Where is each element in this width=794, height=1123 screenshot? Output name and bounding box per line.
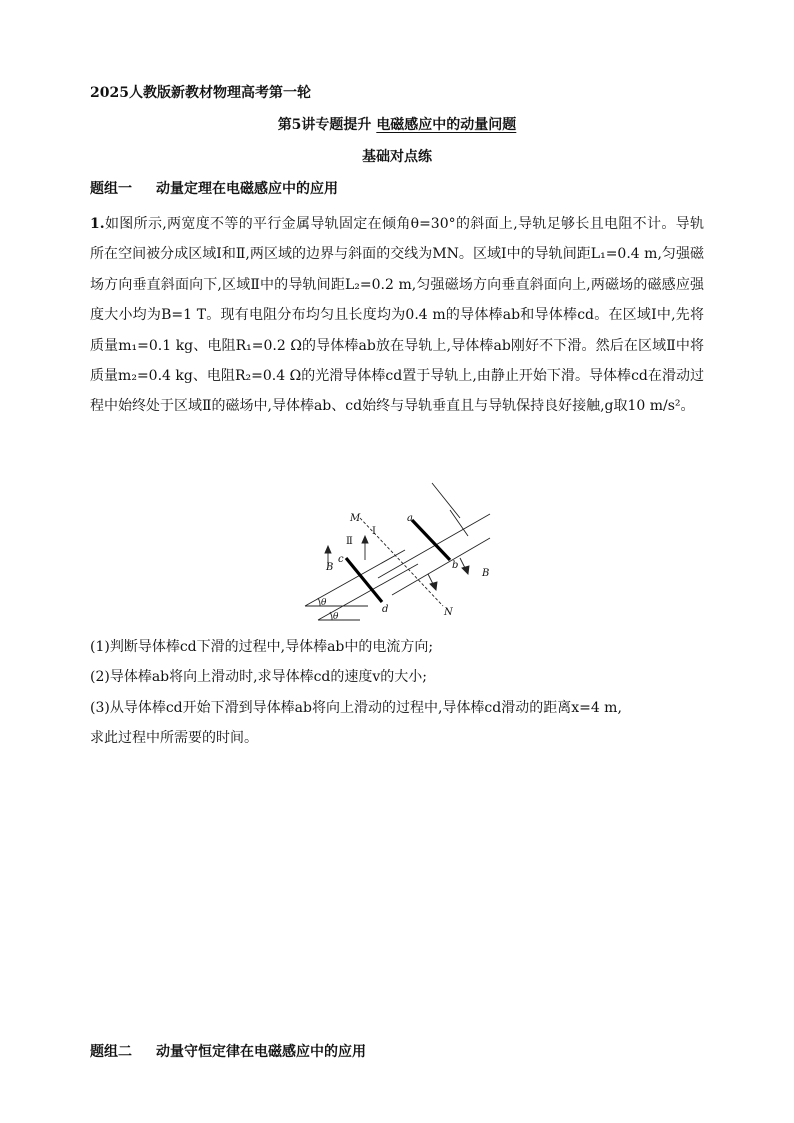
question-list	[90, 632, 704, 754]
question-2: (2)导体棒ab将向上滑动时,求导体棒cd的速度v的大小;	[90, 669, 428, 686]
label-b: b	[452, 560, 459, 571]
group-heading-2	[90, 1041, 366, 1061]
lecture-title	[0, 114, 794, 134]
region-labels	[346, 526, 376, 547]
arrow-down-head	[430, 582, 437, 590]
group-heading-1	[90, 178, 338, 198]
group-title-1: 动量定理在电磁感应中的应用	[156, 181, 338, 197]
label-b-left: B	[326, 562, 334, 573]
lecture-topic: 电磁感应中的动量问题	[376, 117, 517, 133]
question-3-cont: 求此过程中所需要的时间。	[90, 730, 258, 747]
series-title: 2025人教版新教材物理高考第一轮	[90, 85, 311, 101]
label-theta-lower: θ	[333, 612, 339, 622]
group-number-1: 题组一	[90, 181, 132, 197]
group-number-2: 题组二	[90, 1044, 132, 1060]
arrow-b-right-head	[462, 566, 469, 574]
rail-region1-lower	[392, 538, 490, 595]
label-n: N	[444, 607, 453, 618]
lecture-prefix: 第5讲专题提升	[277, 117, 372, 133]
section-subtitle: 基础对点练	[362, 149, 432, 165]
rails-figure	[300, 478, 500, 624]
label-theta-upper: θ	[321, 598, 327, 608]
theta-arc-upper	[318, 598, 320, 606]
label-d: d	[382, 604, 389, 615]
question-1: (1)判断导体棒cd下滑的过程中,导体棒ab中的电流方向;	[90, 639, 434, 655]
label-c: c	[338, 554, 344, 565]
label-region2: Ⅱ	[346, 536, 353, 547]
rods	[346, 520, 450, 602]
rail-region2-upper	[305, 550, 405, 606]
question-3: (3)从导体棒cd开始下滑到导体棒ab将向上滑动的过程中,导体棒cd滑动的距离x=4 m,	[90, 699, 622, 716]
problem-1	[90, 209, 704, 422]
label-m: M	[350, 513, 361, 524]
theta-arc-lower	[330, 612, 332, 620]
problem-text: 如图所示,两宽度不等的平行金属导轨固定在倾角θ=30°的斜面上,导轨足够长且电阻不计。导轨所在空间被分成区域Ⅰ和Ⅱ,两区域的边界与斜面的交线为MN。区域Ⅰ中的导轨间距L₁=0.4 m,匀强磁场方向垂直斜面向下,区域Ⅱ中的导轨间距L₂=0.2 m,匀强磁场方向垂直斜面向上,两磁场的磁感应强度大小均为B=1 T。现有电阻分布均匀且长度均为0.4 m的导体棒ab和导体棒cd。在区域Ⅰ中,先将质量m₁=0.1 kg、电阻R₁=0.2 Ω的导体棒ab放在导轨上,导体棒ab刚好不下滑。然后在区域Ⅱ中将质量m₂=0.4 kg、电阻R₂=0.4 Ω的光滑导体棒cd置于导轨上,由静止开始下滑。导体棒cd在滑动过程中始终处于区域Ⅱ的磁场中,导体棒ab、cd始终与导轨垂直且与导轨保持良好接触,g取10 m/s²。	[90, 216, 704, 415]
arrow-region1-head	[362, 536, 368, 543]
arrow-b-left-head	[325, 546, 331, 553]
label-a: a	[407, 513, 413, 524]
label-b-right: B	[482, 568, 490, 579]
label-region1: Ⅰ	[372, 526, 376, 537]
rail-region1-upper	[378, 514, 490, 578]
figure-lines	[305, 483, 490, 620]
group-title-2: 动量守恒定律在电磁感应中的应用	[156, 1044, 366, 1060]
problem-number: 1.	[90, 216, 105, 232]
rail-tick-top	[432, 483, 460, 518]
